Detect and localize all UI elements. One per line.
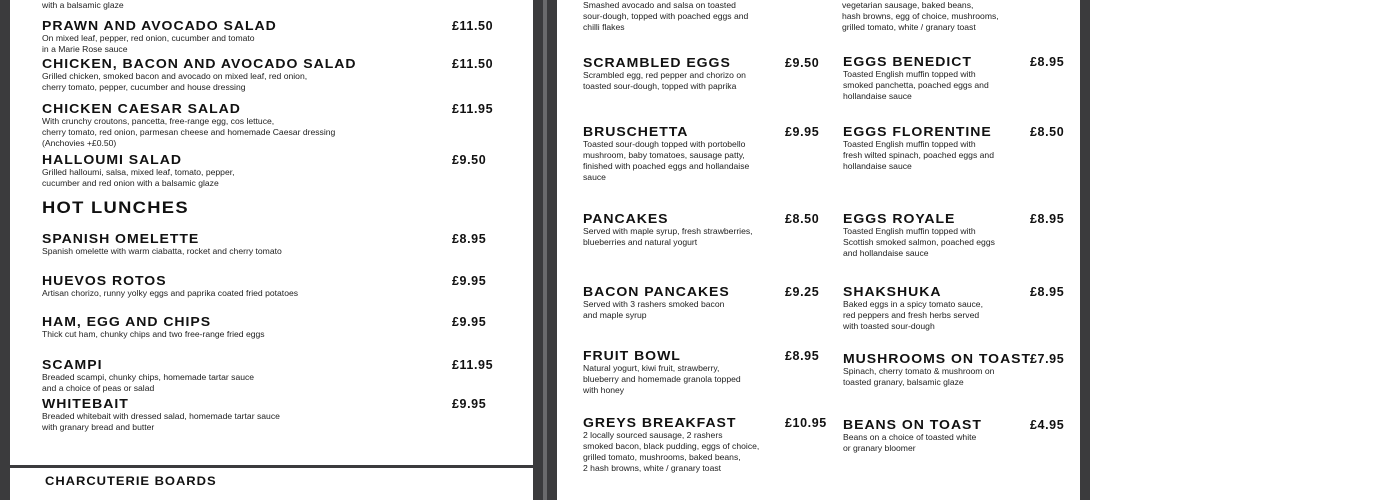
description-line: with toasted sour-dough	[843, 321, 935, 331]
description-line: grilled tomato, white / granary toast	[842, 22, 976, 32]
menu-item-name: GREYS BREAKFAST	[583, 415, 737, 430]
menu-item-description	[42, 372, 254, 394]
menu-item-price: £8.95	[1030, 285, 1065, 299]
menu-item-price: £8.95	[785, 349, 820, 363]
description-line: chilli flakes	[583, 22, 625, 32]
description-line: toasted granary, balsamic glaze	[843, 377, 964, 387]
description-line: finished with poached eggs and hollandaise	[583, 161, 750, 171]
description-line: Breaded whitebait with dressed salad, homemade tartar sauce	[42, 411, 280, 421]
menu-item-name: PANCAKES	[583, 211, 669, 226]
description-line: Baked eggs in a spicy tomato sauce,	[843, 299, 983, 309]
description-line: Breaded scampi, chunky chips, homemade tartar sauce	[42, 372, 255, 382]
menu-page-left	[10, 0, 533, 465]
menu-item	[42, 274, 298, 299]
menu-item-description	[843, 226, 995, 259]
description-line: or granary bloomer	[843, 443, 916, 453]
menu-item-description	[42, 246, 282, 257]
menu-item-name: EGGS BENEDICT	[843, 54, 972, 69]
description-line: smoked panchetta, poached eggs and	[843, 80, 989, 90]
menu-item-description	[843, 69, 989, 102]
description-line: sour-dough, topped with poached eggs and	[583, 11, 749, 21]
description-line: With crunchy croutons, pancetta, free-range egg, cos lettuce,	[42, 116, 275, 126]
menu-item-name: SHAKSHUKA	[843, 284, 942, 299]
menu-item	[583, 284, 730, 321]
menu-item-price: £9.95	[452, 274, 487, 288]
description-line: Scrambled egg, red pepper and chorizo on	[583, 70, 746, 80]
menu-item-name: HAM, EGG AND CHIPS	[42, 314, 212, 329]
menu-item	[42, 397, 280, 433]
menu-item	[42, 315, 265, 340]
description-line: Grilled chicken, smoked bacon and avocado on mixed leaf, red onion,	[42, 71, 308, 81]
description-line: Artisan chorizo, runny yolky eggs and paprika coated fried potatoes	[42, 288, 299, 298]
menu-item-price: £11.95	[452, 358, 494, 372]
menu-item-name: BRUSCHETTA	[583, 124, 689, 139]
menu-item-description	[583, 226, 753, 248]
description-line: On mixed leaf, pepper, red onion, cucumber and tomato	[42, 33, 255, 43]
description-line: Thick cut ham, chunky chips and two free-range fried eggs	[42, 329, 265, 339]
menu-item-description	[42, 411, 280, 433]
description-line: and a choice of peas or salad	[42, 383, 155, 393]
description-line: with granary bread and butter	[42, 422, 155, 432]
description-line: Grilled halloumi, salsa, mixed leaf, tomato, pepper,	[42, 167, 235, 177]
description-line: with honey	[583, 385, 625, 395]
description-line: in a Marie Rose sauce	[42, 44, 128, 54]
description-fragment-left	[583, 0, 748, 33]
description-line: hollandaise sauce	[843, 91, 912, 101]
description-line: Served with maple syrup, fresh strawberries,	[583, 226, 753, 236]
menu-item-price: £9.50	[452, 153, 487, 167]
description-line: vegetarian sausage, baked beans,	[842, 0, 974, 10]
menu-item-description	[42, 329, 265, 340]
menu-item	[42, 232, 282, 257]
description-line: Toasted English muffin topped with	[843, 226, 976, 236]
menu-item-description	[42, 33, 259, 55]
menu-item-description	[843, 366, 1017, 388]
description-line: Toasted English muffin topped with	[843, 69, 976, 79]
section-heading-charcuterie-boards: CHARCUTERIE BOARDS	[45, 474, 217, 488]
viewer-gutter-right	[1080, 0, 1090, 500]
description-line: fresh wilted spinach, poached eggs and	[843, 150, 994, 160]
description-line: Spinach, cherry tomato & mushroom on	[843, 366, 995, 376]
menu-item-name: FRUIT BOWL	[583, 348, 681, 363]
menu-item-description	[42, 288, 298, 299]
description-line: Scottish smoked salmon, poached eggs	[843, 237, 995, 247]
description-line: blueberry and homemade granola topped	[583, 374, 741, 384]
description-line: blueberries and natural yogurt	[583, 237, 698, 247]
menu-item	[583, 125, 749, 183]
menu-item	[42, 18, 277, 55]
description-line: grilled tomato, mushrooms, baked beans,	[583, 452, 741, 462]
description-line: Toasted English muffin topped with	[843, 139, 976, 149]
description-line: cherry tomato, pepper, cucumber and house dressing	[42, 82, 246, 92]
menu-item-price: £11.50	[452, 57, 494, 71]
description-line: Natural yogurt, kiwi fruit, strawberry,	[583, 363, 720, 373]
menu-item-description	[583, 430, 759, 474]
menu-item-description	[583, 299, 724, 321]
description-line: cucumber and red onion with a balsamic glaze	[42, 178, 219, 188]
description-line: and hollandaise sauce	[843, 248, 929, 258]
menu-item-name: BACON PANCAKES	[583, 284, 730, 299]
menu-item-price: £9.95	[452, 397, 487, 411]
menu-item-price: £8.50	[785, 212, 820, 226]
menu-item-description	[42, 71, 333, 93]
description-line: sauce	[583, 172, 606, 182]
description-line: 2 hash browns, white / granary toast	[583, 463, 722, 473]
menu-item-price: £9.95	[785, 125, 820, 139]
menu-item-price: £8.50	[1030, 125, 1065, 139]
description-line: hollandaise sauce	[843, 161, 912, 171]
menu-item-price: £10.95	[785, 416, 827, 430]
menu-item-name: HUEVOS ROTOS	[42, 273, 167, 288]
menu-item-price: £9.95	[452, 315, 487, 329]
menu-item-price: £4.95	[1030, 418, 1065, 432]
menu-item-price: £8.95	[1030, 55, 1065, 69]
menu-item	[42, 153, 235, 189]
description-line: 2 locally sourced sausage, 2 rashers	[583, 430, 723, 440]
menu-item-description	[42, 167, 235, 189]
section-heading-hot-lunches: HOT LUNCHES	[42, 198, 189, 217]
menu-item-name: SCRAMBLED EGGS	[583, 55, 731, 70]
menu-item-price: £9.50	[785, 56, 820, 70]
menu-item	[42, 102, 335, 149]
menu-item-description	[583, 139, 749, 183]
description-line: Spanish omelette with warm ciabatta, rocket and cherry tomato	[42, 246, 282, 256]
description-line: mushroom, baby tomatoes, sausage patty,	[583, 150, 745, 160]
description-line: and maple syrup	[583, 310, 647, 320]
description-line: cherry tomato, red onion, parmesan cheese and homemade Caesar dressing	[42, 127, 336, 137]
description-line: toasted sour-dough, topped with paprika	[583, 81, 737, 91]
menu-item-description	[843, 299, 983, 332]
menu-item	[42, 358, 254, 394]
description-line: Beans on a choice of toasted white	[843, 432, 977, 442]
menu-item	[583, 56, 746, 92]
menu-item-name: SPANISH OMELETTE	[42, 231, 200, 246]
description-line: (Anchovies +£0.50)	[42, 138, 117, 148]
menu-item-price: £8.95	[452, 232, 487, 246]
description-line: red peppers and fresh herbs served	[843, 310, 980, 320]
viewer-gutter-left	[0, 0, 10, 500]
menu-page-right	[557, 0, 1080, 500]
menu-item-name: WHITEBAIT	[42, 396, 129, 411]
menu-item-name: EGGS ROYALE	[843, 211, 956, 226]
description-line: smoked bacon, black pudding, eggs of choice,	[583, 441, 760, 451]
menu-item-price: £7.95	[1030, 352, 1065, 366]
menu-item-description	[583, 70, 746, 92]
menu-item-name: EGGS FLORENTINE	[843, 124, 992, 139]
menu-item-name: CHICKEN, BACON AND AVOCADO SALAD	[42, 56, 357, 71]
description-line: Served with 3 rashers smoked bacon	[583, 299, 725, 309]
menu-item-description	[843, 432, 976, 454]
menu-item	[583, 212, 753, 248]
menu-item	[843, 212, 995, 259]
menu-item-name: PRAWN AND AVOCADO SALAD	[42, 18, 277, 33]
menu-item	[843, 417, 982, 454]
menu-item	[583, 349, 741, 396]
menu-item-description	[843, 139, 994, 172]
description-line: hash browns, egg of choice, mushrooms,	[842, 11, 999, 21]
menu-page-left-next	[10, 468, 533, 500]
menu-item-price: £11.95	[452, 102, 494, 116]
menu-item-description	[42, 116, 335, 149]
viewer-gutter-middle-2	[547, 0, 557, 500]
menu-item-name: HALLOUMI SALAD	[42, 152, 182, 167]
menu-item-name: MUSHROOMS ON TOAST	[843, 351, 1032, 366]
menu-item-description	[583, 363, 741, 396]
menu-item-price: £11.50	[452, 19, 494, 33]
menu-item-name: CHICKEN CAESAR SALAD	[42, 101, 241, 116]
description-line: Smashed avocado and salsa on toasted	[583, 0, 736, 10]
menu-item-price: £8.95	[1030, 212, 1065, 226]
description-line: Toasted sour-dough topped with portobello	[583, 139, 746, 149]
description-fragment: with a balsamic glaze	[42, 0, 124, 10]
menu-item	[843, 285, 983, 332]
menu-item	[843, 351, 1032, 388]
menu-item	[843, 55, 989, 102]
menu-item-price: £9.25	[785, 285, 820, 299]
description-fragment-right	[842, 0, 999, 33]
menu-item-name: SCAMPI	[42, 357, 103, 372]
menu-item	[843, 125, 994, 172]
menu-item-name: BEANS ON TOAST	[843, 417, 982, 432]
viewer-gutter-middle	[533, 0, 543, 500]
menu-item	[583, 416, 759, 474]
menu-item	[42, 56, 357, 93]
